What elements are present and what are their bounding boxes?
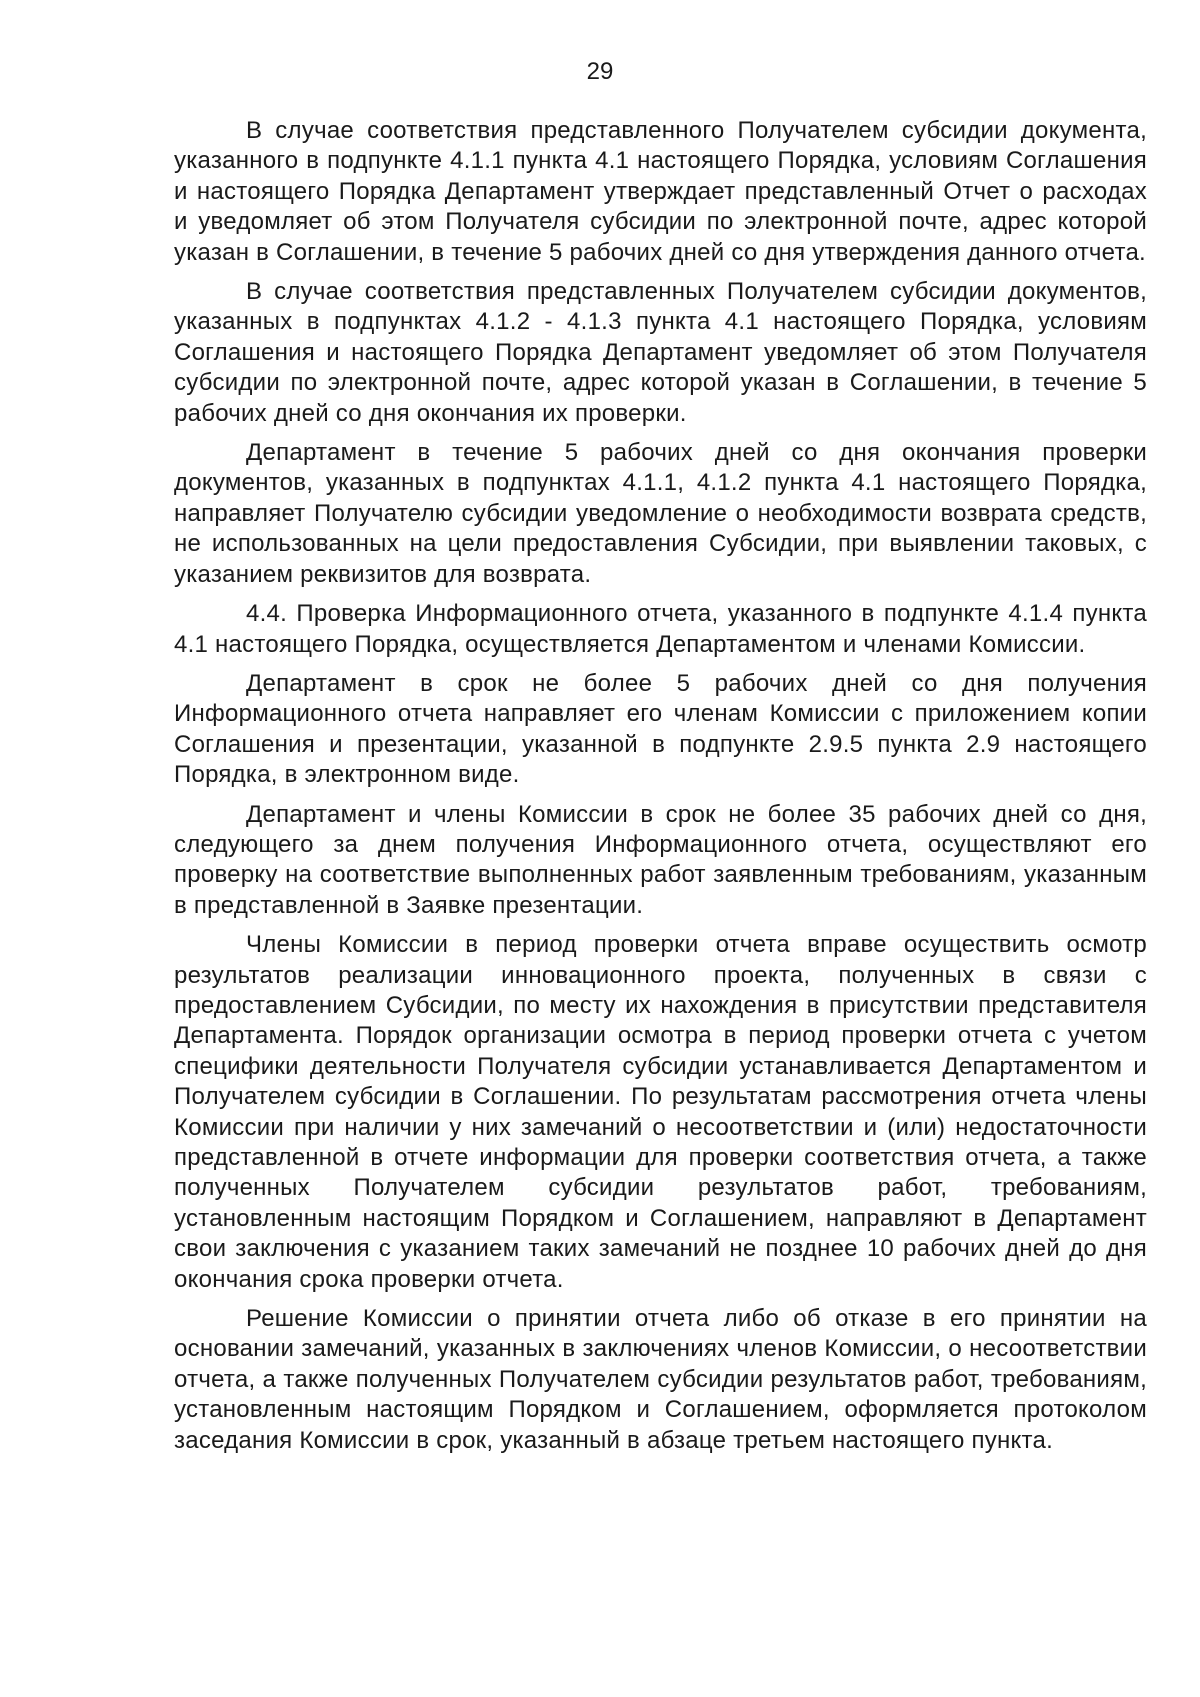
document-body [174, 116, 1147, 1465]
paragraph-report-expenses-approval: В случае соответствия представленного Получателем субсидии документа, указанного в подпункте 4.1.1 пункта 4.1 настоящего Порядка, условиям Соглашения и настоящего Порядка Департамент утверждает представленный Отчет о расходах и уведомляет об этом Получателя субсидии по электронной почте, адрес которой указан в Соглашении, в течение 5 рабочих дней со дня утверждения данного отчета. [174, 117, 1147, 266]
paragraph-refund-notice: Департамент в течение 5 рабочих дней со дня окончания проверки документов, указанных в подпунктах 4.1.1, 4.1.2 пункта 4.1 настоящего Порядка, направляет Получателю субсидии уведомление о необходимости возврата средств, не использованных на цели предоставления Субсидии, при выявлении таковых, с указанием реквизитов для возврата. [174, 439, 1147, 588]
paragraph-verification-period: Департамент и члены Комиссии в срок не более 35 рабочих дней со дня, следующего за днем получения Информационного отчета, осуществляют его проверку на соответствие выполненных работ заявленным требованиям, указанным в представленной в Заявке презентации. [174, 800, 1147, 919]
page-number: 29 [586, 58, 614, 85]
paragraph-send-to-commission: Департамент в срок не более 5 рабочих дней со дня получения Информационного отчета направляет его членам Комиссии с приложением копии Соглашения и презентации, указанной в подпункте 2.9.5 пункта 2.9 настоящего Порядка, в электронном виде. [174, 669, 1147, 789]
paragraph-commission-inspection: Члены Комиссии в период проверки отчета вправе осуществить осмотр результатов реализации инновационного проекта, полученных в связи с предоставлением Субсидии, по месту их нахождения в присутствии представителя Департамента. Порядок организации осмотра в период проверки отчета с учетом специфики деятельности Получателя субсидии устанавливается Департаментом и Получателем субсидии в Соглашении. По результатам рассмотрения отчета члены Комиссии при наличии у них замечаний о несоответствии и (или) недостаточности представленной в отчете информации для проверки соответствия отчета, а также полученных Получателем субсидии результатов работ, требованиям, установленным настоящим Порядком и Соглашением, направляют в Департамент свои заключения с указанием таких замечаний не позднее 10 рабочих дней до дня окончания срока проверки отчета. [174, 931, 1147, 1293]
paragraph-4-4-information-report-check: 4.4. Проверка Информационного отчета, указанного в подпункте 4.1.4 пункта 4.1 настоящего Порядка, осуществляется Департаментом и членами Комиссии. [174, 600, 1147, 658]
paragraph-documents-notification: В случае соответствия представленных Получателем субсидии документов, указанных в подпунктах 4.1.2 - 4.1.3 пункта 4.1 настоящего Порядка, условиям Соглашения и настоящего Порядка Департамент уведомляет об этом Получателя субсидии по электронной почте, адрес которой указан в Соглашении, в течение 5 рабочих дней со дня окончания их проверки. [174, 278, 1147, 427]
paragraph-commission-decision: Решение Комиссии о принятии отчета либо об отказе в его принятии на основании замечаний, указанных в заключениях членов Комиссии, о несоответствии отчета, а также полученных Получателем субсидии результатов работ, требованиям, установленным настоящим Порядком и Соглашением, оформляется протоколом заседания Комиссии в срок, указанный в абзаце третьем настоящего пункта. [174, 1305, 1147, 1454]
